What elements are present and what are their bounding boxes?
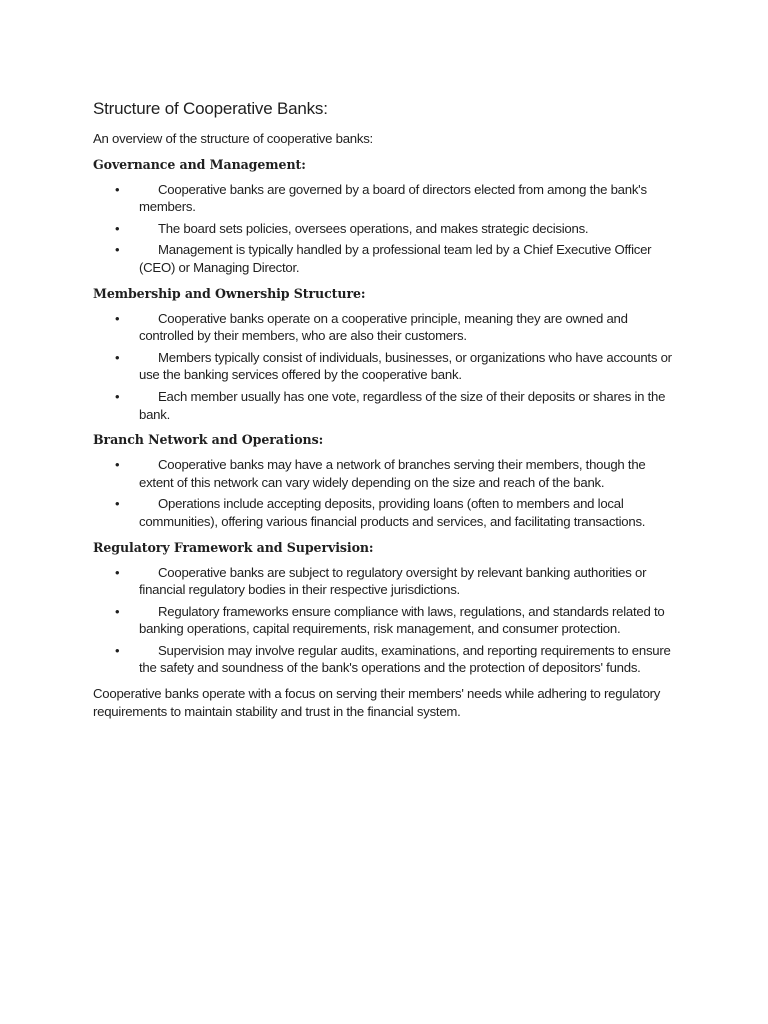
bullet-icon: • (115, 220, 120, 236)
list-item (93, 564, 678, 599)
bullet-list (93, 310, 678, 424)
list-item-text: Members typically consist of individuals, businesses, or organizations who have accounts or use the banking services offered by the cooperative bank. (139, 349, 672, 383)
list-item-text: Operations include accepting deposits, providing loans (often to members and local communities), offering various financial products and services, and facilitating transactions. (139, 496, 646, 529)
list-item (93, 495, 678, 530)
list-item-text: Cooperative banks may have a network of branches serving their members, though the extent of this network can vary widely depending on the size and reach of the bank. (139, 457, 646, 490)
list-item (93, 388, 678, 423)
bullet-icon: • (115, 642, 120, 658)
list-item-text: Cooperative banks are governed by a board of directors elected from among the bank's members. (139, 181, 647, 215)
intro-paragraph: An overview of the structure of cooperative banks: (93, 131, 373, 146)
list-item (93, 310, 678, 345)
bullet-icon: • (115, 388, 120, 404)
document-page (93, 98, 678, 728)
list-item-text: The board sets policies, oversees operations, and makes strategic decisions. (158, 220, 589, 236)
page-title: Structure of Cooperative Banks: (93, 99, 328, 118)
sections-container (93, 156, 678, 677)
bullet-icon: • (115, 181, 120, 197)
section-heading: Membership and Ownership Structure: (93, 285, 366, 301)
list-item (93, 603, 678, 638)
section-heading: Governance and Management: (93, 156, 306, 172)
bullet-list (93, 181, 678, 277)
bullet-icon: • (115, 564, 120, 580)
bullet-icon: • (115, 349, 120, 365)
list-item (93, 642, 678, 677)
bullet-icon: • (115, 496, 120, 512)
list-item-text: Cooperative banks are subject to regulatory oversight by relevant banking authorities or financial regulatory bodies in their respective jurisdictions. (139, 564, 647, 598)
bullet-list (93, 456, 678, 530)
bullet-list (93, 564, 678, 678)
list-item (93, 181, 678, 216)
list-item-text: Cooperative banks operate on a cooperative principle, meaning they are owned and controlled by their members, who are also their customers. (139, 310, 628, 344)
bullet-icon: • (115, 310, 120, 326)
section-heading: Branch Network and Operations: (93, 432, 324, 448)
section-heading: Regulatory Framework and Supervision: (93, 539, 374, 555)
list-item-text: Supervision may involve regular audits, examinations, and reporting requirements to ensure the safety and soundness of the bank's operations and the protection of depositors' funds. (139, 642, 671, 676)
list-item-text: Regulatory frameworks ensure compliance with laws, regulations, and standards related to banking operations, capital requirements, risk management, and consumer protection. (139, 603, 665, 637)
list-item (93, 220, 678, 238)
bullet-icon: • (115, 603, 120, 619)
list-item-text: Each member usually has one vote, regardless of the size of their deposits or shares in the bank. (139, 388, 666, 422)
closing-paragraph: Cooperative banks operate with a focus on serving their members' needs while adhering to regulatory requirements to maintain stability and trust in the financial system. (93, 686, 661, 719)
list-item (93, 456, 678, 491)
bullet-icon: • (115, 242, 120, 258)
bullet-icon: • (115, 457, 120, 473)
list-item (93, 241, 678, 276)
list-item-text: Management is typically handled by a professional team led by a Chief Executive Officer (CEO) or Managing Director. (139, 242, 652, 275)
list-item (93, 349, 678, 384)
